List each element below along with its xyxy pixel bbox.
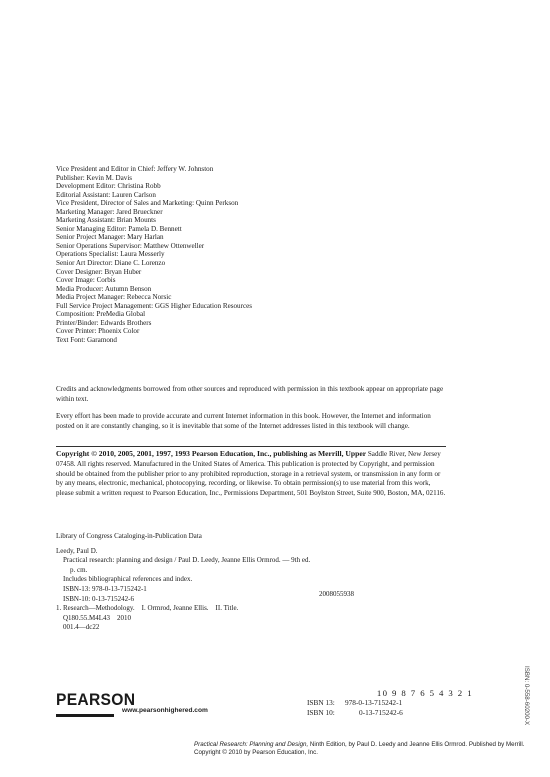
credit-line: Publisher: Kevin M. Davis	[56, 173, 133, 182]
credit-line: Senior Project Manager: Mary Harlan	[56, 233, 164, 242]
credit-line: Development Editor: Christina Robb	[56, 182, 161, 191]
divider-rule	[56, 446, 446, 447]
staff-credits-list	[56, 165, 456, 344]
cip-lc-class: Q180.55.M4L43 2010	[63, 613, 132, 622]
credit-line: Senior Managing Editor: Pamela D. Bennett	[56, 224, 182, 233]
credit-line: Media Project Manager: Rebecca Norsic	[56, 293, 172, 302]
credit-line: Media Producer: Autumn Benson	[56, 284, 152, 293]
footer-edition-info: Ninth Edition, by Paul D. Leedy and Jeanne Ellis Ormrod. Published by Merrill.	[308, 741, 525, 748]
credit-line: Cover Image: Corbis	[56, 276, 116, 285]
credit-line: Cover Printer: Phoenix Color	[56, 327, 140, 336]
copyright-lead: Copyright © 2010, 2005, 2001, 1997, 1993 Pearson Education, Inc., publishing as Merrill, Upper	[56, 449, 367, 458]
credit-line: Cover Designer: Bryan Huber	[56, 267, 142, 276]
vertical-isbn-stamp: ISBN: 0-558-60200-X	[523, 666, 530, 726]
footer-book-title: Practical Research: Planning and Design,	[194, 741, 309, 748]
cip-title: Practical research: planning and design / Paul D. Leedy, Jeanne Ellis Ormrod. — 9th ed.	[63, 556, 311, 565]
cip-isbn13: ISBN-13: 978-0-13-715242-1	[63, 584, 147, 593]
credit-line: Marketing Assistant: Brian Mounts	[56, 216, 156, 225]
isbn13-label: ISBN 13:	[307, 698, 335, 707]
pearson-logo: PEARSON	[56, 690, 136, 709]
cip-subjects: 1. Research—Methodology. I. Ormrod, Jeanne Ellis. II. Title.	[56, 604, 239, 613]
footer-line-1	[194, 741, 534, 749]
print-line: 10 9 8 7 6 5 4 3 2 1	[376, 688, 473, 698]
credit-line: Full Service Project Management: GGS Higher Education Resources	[56, 301, 253, 310]
credit-line: Senior Art Director: Diane C. Lorenzo	[56, 259, 166, 268]
cip-dewey: 001.4—dc22	[63, 623, 100, 632]
credit-line: Marketing Manager: Jared Brueckner	[56, 207, 163, 216]
isbn10-value: 0-13-715242-6	[359, 708, 403, 717]
cip-author: Leedy, Paul D.	[56, 546, 98, 555]
copyright-notice	[56, 449, 446, 499]
publisher-url: www.pearsonhighered.com	[122, 707, 208, 714]
footer-line-2: Copyright © 2010 by Pearson Education, Inc.	[194, 749, 318, 757]
pearson-logo-bar	[56, 714, 114, 717]
credit-line: Composition: PreMedia Global	[56, 310, 146, 319]
credit-line: Vice President and Editor in Chief: Jeffery W. Johnston	[56, 165, 214, 173]
internet-disclaimer-paragraph: Every effort has been made to provide accurate and current Internet information in this book. However, the Internet and information posted on it are constantly changing, so it is inevitable that some of the Internet addresses listed in this textbook will change.	[56, 412, 431, 430]
isbn10-row	[307, 708, 403, 717]
isbn10-label: ISBN 10:	[307, 708, 335, 717]
credit-line: Operations Specialist: Laura Messerly	[56, 250, 165, 259]
credit-line: Printer/Binder: Edwards Brothers	[56, 318, 152, 327]
credit-line: Editorial Assistant: Lauren Carlson	[56, 190, 156, 199]
credit-line: Text Font: Garamond	[56, 335, 117, 344]
cip-isbn10: ISBN-10: 0-13-715242-6	[63, 594, 134, 603]
credit-line: Senior Operations Supervisor: Matthew Ottenweller	[56, 241, 205, 250]
copyright-body: Saddle River, New Jersey 07458. All rights reserved. Manufactured in the United States of America. This publication is protected by Copyright, and permission should be obtained from the publisher prior to any prohibited reproduction, storage in a retrieval system, or transmission in any form or by any means, electronic, mechanical, photocopying, recording, or likewise. To obtain permission(s) to use material from this work, please submit a written request to Pearson Education, Inc., Permissions Department, 501 Boylston Street, Suite 900, Boston, MA, 02116.	[56, 450, 446, 498]
cip-notes: Includes bibliographical references and index.	[63, 575, 193, 584]
cip-heading: Library of Congress Cataloging-in-Publication Data	[56, 532, 202, 540]
credit-line: Vice President, Director of Sales and Marketing: Quinn Perkson	[56, 199, 239, 208]
isbn13-value: 978-0-13-715242-1	[345, 698, 403, 707]
cip-lccn: 2008055938	[319, 590, 354, 598]
permissions-paragraph: Credits and acknowledgments borrowed from other sources and reproduced with permission in this textbook appear on appropriate page within text.	[56, 385, 444, 403]
page-footer	[194, 741, 534, 758]
isbn13-row	[307, 698, 402, 707]
cip-pages: p. cm.	[70, 565, 88, 574]
cataloging-in-publication-data	[56, 532, 356, 633]
